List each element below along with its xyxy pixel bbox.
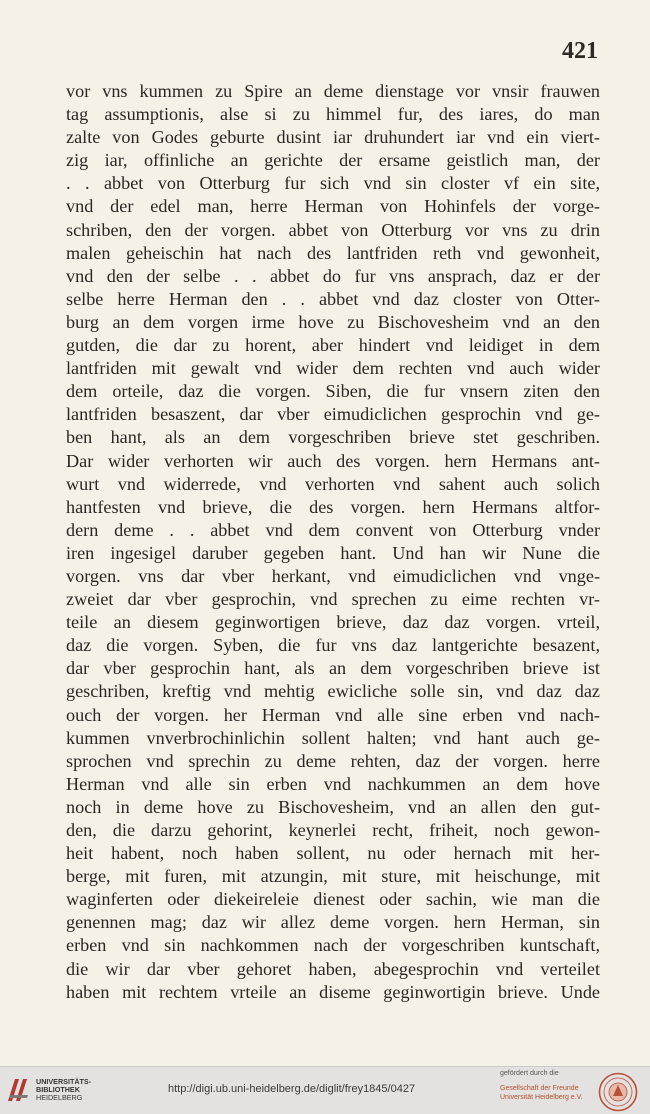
text-line: dem orteile, daz die vorgen. Siben, die fur vnsern ziten den: [66, 381, 600, 402]
text-line: heit habent, noch haben sollent, nu oder hernach mit her-: [66, 843, 600, 864]
permalink-url[interactable]: http://digi.ub.uni-heidelberg.de/diglit/frey1845/0427: [168, 1083, 416, 1095]
university-library-logo-icon[interactable]: [6, 1075, 32, 1105]
text-line: wurt vnd widerrede, vnd verhorten vnd sahent auch solich: [66, 473, 600, 494]
text-line: vnd der edel man, herre Herman von Hohinfels der vorge-: [66, 196, 600, 217]
text-line: vnd den der selbe . . abbet do fur vns ansprach, daz er der: [66, 265, 600, 286]
text-line: dern deme . . abbet vnd dem convent von Otterburg vnder: [66, 519, 600, 540]
text-line: zalte von Godes geburte dusint iar druhundert iar vnd ein viert-: [66, 127, 600, 148]
text-line: vorgen. vns dar vber herkant, vnd eimudiclichen vnd vnge-: [66, 565, 600, 586]
text-line: berge, mit furen, mit atzungin, mit sture, mit heischunge, mit: [66, 866, 600, 887]
library-name-line: BIBLIOTHEK: [36, 1085, 80, 1095]
support-label: gefördert durch die: [500, 1070, 559, 1077]
library-name: [36, 1078, 91, 1103]
text-line: zweiet dar vber gesprochin, vnd sprechen zu eime rechten vr-: [66, 589, 600, 610]
library-name-line: HEIDELBERG: [36, 1093, 83, 1103]
society-name[interactable]: [500, 1084, 583, 1102]
text-line: den, die darzu gehorint, keynerlei recht, friheit, noch gewon-: [66, 820, 600, 840]
text-line: kummen vnverbrochinlichin sollent halten; vnd hant auch ge-: [66, 727, 600, 748]
text-line: ben hant, als an dem vorgeschriben brieve stet geschriben.: [66, 427, 600, 448]
text-line: . . abbet von Otterburg fur sich vnd sin closter vf ein site,: [66, 173, 600, 194]
university-seal-icon[interactable]: [598, 1072, 638, 1112]
text-line: selbe herre Herman den . . abbet vnd daz closter von Otter-: [66, 288, 600, 309]
body-text: [66, 80, 600, 1004]
society-name-line: Gesellschaft der Freunde: [500, 1085, 579, 1092]
text-line: Dar wider verhorten wir auch des vorgen. hern Hermans ant-: [66, 450, 600, 471]
text-line: geschriben, kreftig vnd mehtig ewicliche solle sin, vnd daz daz: [66, 681, 600, 702]
text-line: tag assumptionis, alse si zu himmel fur, des iares, do man: [66, 104, 600, 125]
society-name-line: Universität Heidelberg e.V.: [500, 1094, 583, 1101]
text-line: hantfesten vnd brieve, die des vorgen. hern Hermans altfor-: [66, 496, 600, 517]
text-line: vor vns kummen zu Spire an deme dienstage vor vnsir frauwen: [66, 81, 600, 101]
text-line: teile an diesem geginwortigen brieve, daz daz vorgen. vrteil,: [66, 612, 600, 633]
text-line: zig iar, offinliche an gerichte der ersame geistlich man, der: [66, 150, 600, 171]
text-line: schriben, den der vorgen. abbet von Otterburg vor vns zu drin: [66, 219, 600, 240]
text-line: lantfriden besaszent, dar vber eimudiclichen gesprochin vnd ge-: [66, 404, 600, 425]
text-line: ouch der vorgen. her Herman vnd alle sine erben vnd nach-: [66, 704, 600, 725]
footer-bar: [0, 1066, 650, 1114]
library-name-line: UNIVERSITÄTS-: [36, 1077, 92, 1086]
page-number: 421: [562, 38, 598, 64]
text-line: gutden, die dar zu horent, aber hindert vnd leidiget in dem: [66, 335, 600, 356]
text-line: haben mit rechtem vrteile an diseme geginwortigin brieve. Unde: [66, 981, 600, 1002]
text-line: waginferten oder diekeireleie dienest oder sachin, wie man die: [66, 889, 600, 910]
text-line: lantfriden mit gewalt vnd wider dem rechten vnd auch wider: [66, 358, 600, 379]
text-line: malen geheischin hat nach des lantfriden reth vnd gewonheit,: [66, 242, 600, 263]
text-line: noch in deme hove zu Bischovesheim, vnd an allen den gut-: [66, 796, 600, 817]
text-line: daz die vorgen. Syben, die fur vns daz lantgerichte besazent,: [66, 635, 600, 656]
text-line: burg an dem vorgen irme hove zu Bischovesheim vnd an den: [66, 311, 600, 332]
text-line: Herman vnd alle sin erben vnd nachkummen an dem hove: [66, 773, 600, 794]
text-line: dar vber gesprochin hant, als an dem vorgeschriben brieve ist: [66, 658, 600, 679]
text-line: genennen mag; daz wir allez deme vorgen. hern Herman, sin: [66, 912, 600, 933]
text-line: iren ingesigel daruber gegeben hant. Und han wir Nune die: [66, 542, 600, 563]
text-line: sprochen vnd sprechin zu deme rehten, daz der vorgen. herre: [66, 750, 600, 771]
text-line: die wir dar vber gehoret haben, abegesprochin vnd verteilet: [66, 958, 600, 979]
text-line: erben vnd sin nachkommen nach der vorgeschriben kuntschaft,: [66, 935, 600, 956]
